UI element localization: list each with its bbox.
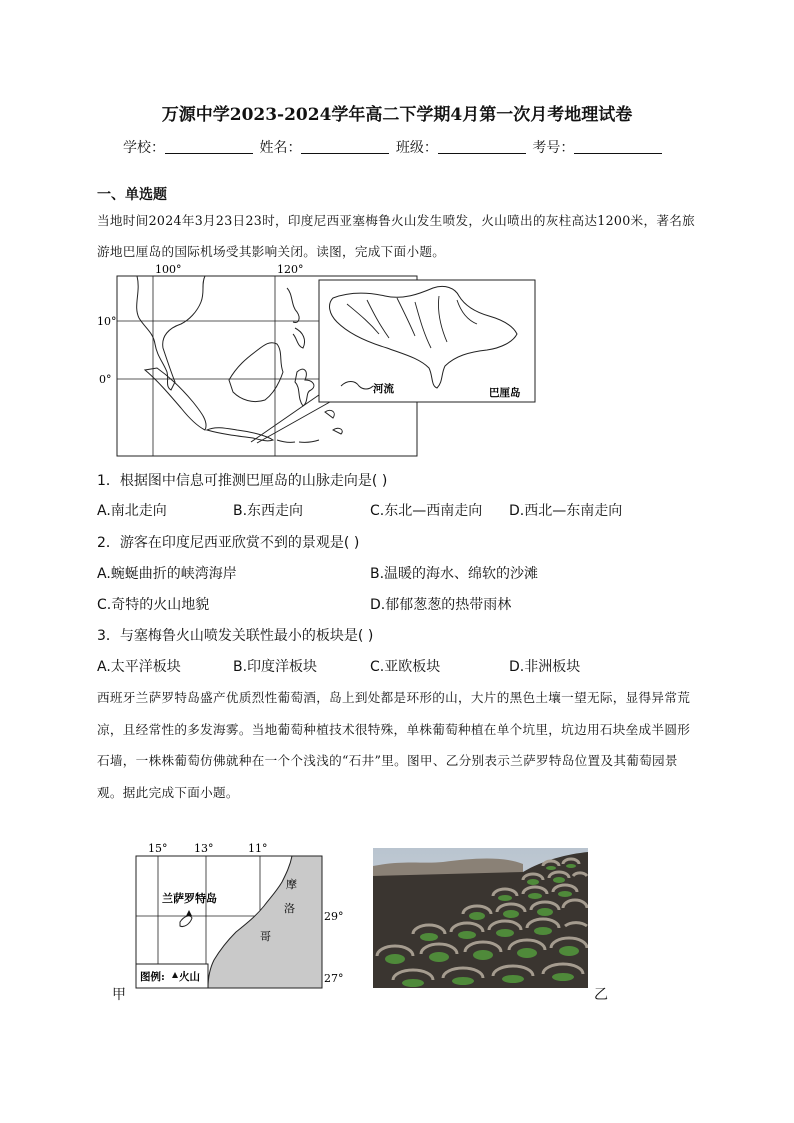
question-3-option-b[interactable]: B.印度洋板块 xyxy=(233,659,318,675)
lanzarote-label: 兰萨罗特岛 xyxy=(162,892,217,905)
figure-jia-label: 甲 xyxy=(112,987,126,1003)
map2-lon-15: 15° xyxy=(148,842,168,855)
map1-lon-100: 100° xyxy=(155,263,182,276)
bali-inset-frame xyxy=(319,280,535,402)
map2-lon-13: 13° xyxy=(194,842,214,855)
page-title: 万源中学2023-2024学年高二下学期4月第一次月考地理试卷 xyxy=(161,105,633,125)
morocco-label-2: 洛 xyxy=(284,902,295,915)
student-info-line xyxy=(123,137,664,157)
question-1-option-c[interactable]: C.东北—西南走向 xyxy=(370,503,483,519)
section-heading: 一、单选题 xyxy=(97,187,167,203)
bali-label: 巴厘岛 xyxy=(489,387,521,399)
name-blank[interactable] xyxy=(301,139,389,154)
morocco-label-1: 摩 xyxy=(286,878,297,891)
school-label: 学校： xyxy=(123,140,165,156)
school-blank[interactable] xyxy=(165,139,253,154)
question-2-option-c[interactable]: C.奇特的火山地貌 xyxy=(97,597,210,613)
question-3-option-d[interactable]: D.非洲板块 xyxy=(509,659,581,675)
map2-legend-title: 图例: xyxy=(140,971,165,983)
class-label: 班级： xyxy=(395,140,438,156)
vineyard-photo xyxy=(373,848,588,988)
map1-lat-0: 0° xyxy=(99,373,112,386)
question-3-option-c[interactable]: C.亚欧板块 xyxy=(370,659,441,675)
question-1-option-d[interactable]: D.西北—东南走向 xyxy=(509,503,623,519)
map1-lat-10: 10° xyxy=(97,315,117,328)
river-legend-label: 河流 xyxy=(373,383,394,395)
question-2-option-d[interactable]: D.郁郁葱葱的热带雨林 xyxy=(370,597,512,613)
name-label: 姓名： xyxy=(259,140,302,156)
question-2-stem: 2．游客在印度尼西亚欣赏不到的景观是( ) xyxy=(97,535,360,551)
question-2-option-b[interactable]: B.温暖的海水、绵软的沙滩 xyxy=(370,566,539,582)
question-1-stem: 1．根据图中信息可推测巴厘岛的山脉走向是( ) xyxy=(97,473,388,489)
figure-yi-label: 乙 xyxy=(594,987,608,1003)
question-1-option-a[interactable]: A.南北走向 xyxy=(97,503,167,519)
question-1-option-b[interactable]: B.东西走向 xyxy=(233,503,304,519)
class-blank[interactable] xyxy=(438,139,526,154)
passage-1: 当地时间2024年3月23日23时，印度尼西亚塞梅鲁火山发生喷发，火山喷出的灰柱高达1200米，著名旅游地巴厘岛的国际机场受其影响关闭。读图，完成下面小题。 xyxy=(97,213,696,259)
map2-lat-29: 29° xyxy=(324,910,344,923)
question-3-stem: 3．与塞梅鲁火山喷发关联性最小的板块是( ) xyxy=(97,628,374,644)
map2-lon-11: 11° xyxy=(248,842,268,855)
map-lanzarote-location xyxy=(128,840,360,1000)
map-southeast-asia xyxy=(97,262,537,458)
passage-2: 西班牙兰萨罗特岛盛产优质烈性葡萄酒，岛上到处都是环形的山，大片的黑色土壤一望无际，显得异常荒凉，且经常性的多发海雾。当地葡萄种植技术很特殊，单株葡萄种植在单个坑里，坑边用石块垒成半圆形石墙，一株株葡萄仿佛就种在一个个浅浅的“石井”里。图甲、乙分别表示兰萨罗特岛位置及其葡萄园景观。据此完成下面小题。 xyxy=(97,690,691,800)
map1-lon-120: 120° xyxy=(277,263,304,276)
number-label: 考号： xyxy=(532,140,575,156)
map2-lat-27: 27° xyxy=(324,972,344,985)
morocco-label-3: 哥 xyxy=(260,930,271,943)
number-blank[interactable] xyxy=(574,139,662,154)
question-3-option-a[interactable]: A.太平洋板块 xyxy=(97,659,181,675)
question-2-option-a[interactable]: A.蜿蜒曲折的峡湾海岸 xyxy=(97,566,237,582)
map2-legend-volcano-label: 火山 xyxy=(179,971,200,983)
